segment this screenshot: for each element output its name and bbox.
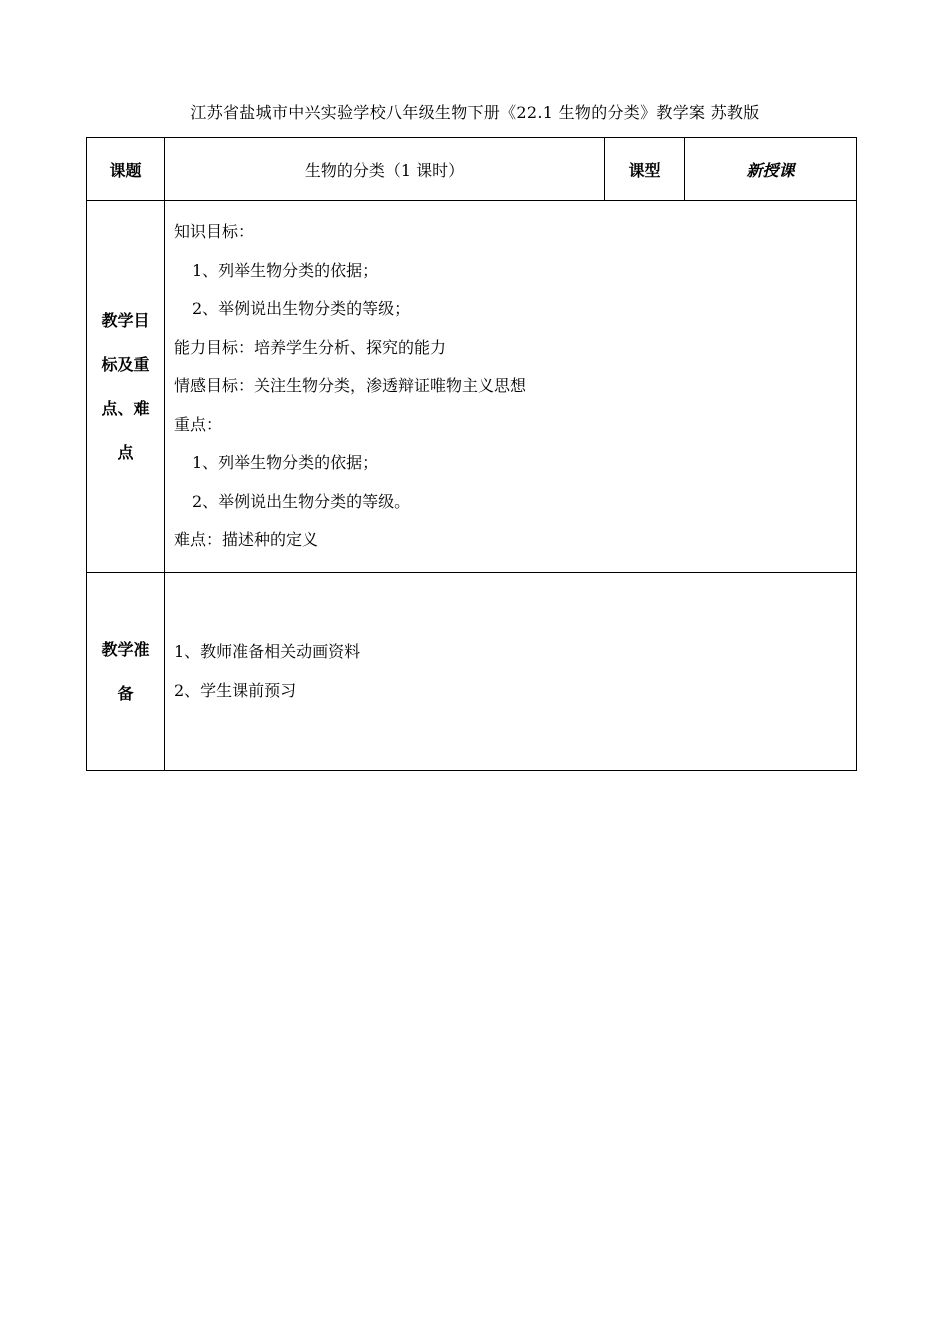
topic-label: 课题 <box>87 138 165 201</box>
header-row <box>87 138 857 201</box>
preparation-label <box>87 573 165 771</box>
lesson-type-label: 课型 <box>605 138 685 201</box>
knowledge-goal-heading: 知识目标： <box>174 222 255 241</box>
goals-label-line: 教学目 <box>101 310 150 330</box>
knowledge-goal-item: 1、列举生物分类的依据； <box>192 260 379 280</box>
preparation-label-line: 教学准 <box>101 639 150 659</box>
difficulty-point: 难点：描述种的定义 <box>174 530 319 549</box>
goals-label-line: 点 <box>117 442 134 462</box>
document-title: 江苏省盐城市中兴实验学校八年级生物下册《22.1 生物的分类》教学案 苏教版 <box>190 103 760 122</box>
goals-label-line: 点、难 <box>101 398 150 418</box>
key-point-item: 1、列举生物分类的依据； <box>192 453 379 472</box>
emotion-goal: 情感目标：关注生物分类，渗透辩证唯物主义思想 <box>174 376 527 395</box>
key-point-item: 2、举例说出生物分类的等级。 <box>192 491 411 511</box>
preparation-item: 1、教师准备相关动画资料 <box>174 642 361 661</box>
knowledge-goal-item: 2、举例说出生物分类的等级； <box>192 299 411 318</box>
goals-row <box>87 201 857 573</box>
preparation-row <box>87 573 857 771</box>
goals-label-line: 标及重 <box>101 354 150 374</box>
lesson-plan-table <box>86 137 857 771</box>
key-points-heading: 重点： <box>174 414 223 434</box>
preparation-content <box>165 573 857 771</box>
topic-value: 生物的分类（1 课时） <box>165 138 605 201</box>
preparation-item: 2、学生课前预习 <box>174 680 297 700</box>
preparation-label-line: 备 <box>117 683 134 703</box>
ability-goal: 能力目标：培养学生分析、探究的能力 <box>174 337 447 357</box>
goals-label <box>87 201 165 573</box>
lesson-type-value: 新授课 <box>685 138 857 201</box>
goals-content <box>165 201 857 573</box>
